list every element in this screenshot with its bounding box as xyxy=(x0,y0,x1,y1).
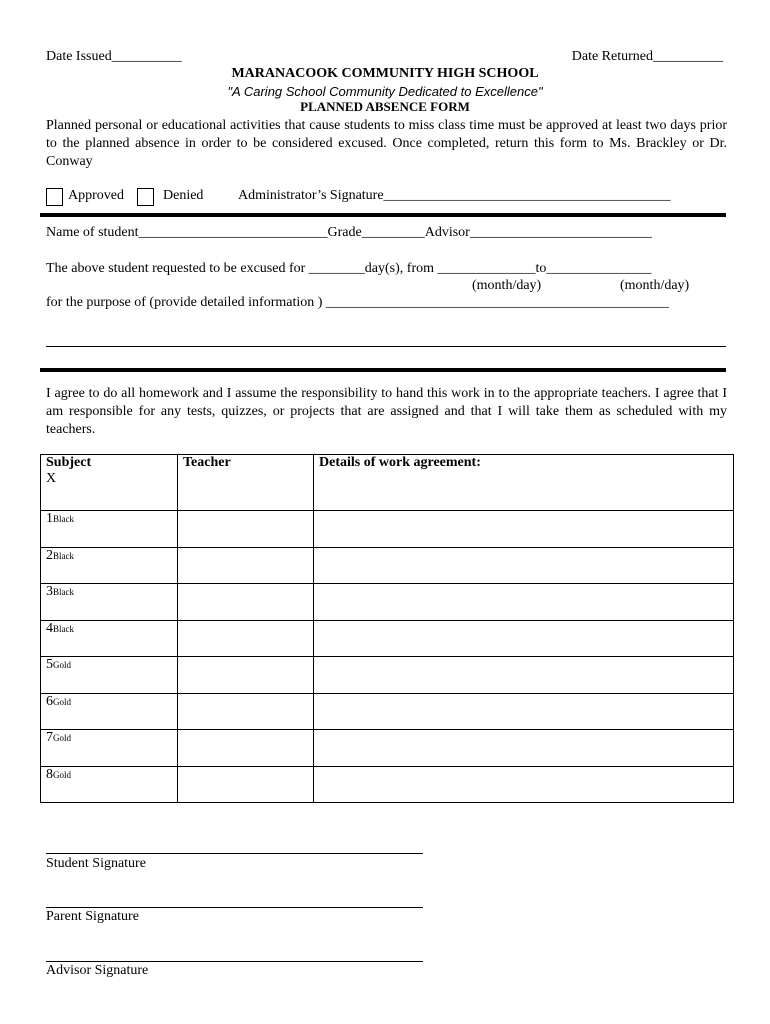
teacher-cell[interactable] xyxy=(178,584,314,621)
details-cell[interactable] xyxy=(314,657,734,694)
period-cell xyxy=(41,766,178,803)
teacher-cell[interactable] xyxy=(178,547,314,584)
parent-signature-line[interactable] xyxy=(46,907,423,908)
period-cell xyxy=(41,547,178,584)
date-issued-field[interactable]: Date Issued__________ xyxy=(46,49,182,64)
table-row xyxy=(41,766,734,803)
period-number: 1 xyxy=(46,511,53,526)
subject-x-mark: X xyxy=(46,471,57,486)
details-cell[interactable] xyxy=(314,693,734,730)
period-cell xyxy=(41,584,178,621)
table-row xyxy=(41,547,734,584)
excused-days-line[interactable]: The above student requested to be excused for ________day(s), from ______________to_______________ xyxy=(46,261,652,276)
date-returned-field[interactable]: Date Returned__________ xyxy=(571,49,723,64)
period-number: 7 xyxy=(46,730,53,745)
agreement-paragraph: I agree to do all homework and I assume the responsibility to hand this work in to the appropriate teachers. I agree that I am responsible for any tests, quizzes, or projects that are assigned and that I will take them as scheduled with my teachers. xyxy=(46,386,727,437)
period-day: Black xyxy=(53,550,74,561)
table-row xyxy=(41,620,734,657)
school-name: MARANACOOK COMMUNITY HIGH SCHOOL xyxy=(231,66,539,81)
period-cell xyxy=(41,657,178,694)
student-name-grade-advisor-line[interactable]: Name of student___________________________Grade_________Advisor__________________________ xyxy=(46,225,652,240)
period-cell xyxy=(41,693,178,730)
period-day: Black xyxy=(53,623,74,634)
period-number: 3 xyxy=(46,584,53,599)
period-cell xyxy=(41,730,178,767)
table-row xyxy=(41,693,734,730)
teacher-cell[interactable] xyxy=(178,657,314,694)
period-day: Gold xyxy=(53,696,71,707)
teacher-header: Teacher xyxy=(178,455,314,511)
advisor-signature-line[interactable] xyxy=(46,961,423,962)
parent-signature-label: Parent Signature xyxy=(46,909,139,924)
details-cell[interactable] xyxy=(314,766,734,803)
student-signature-label: Student Signature xyxy=(46,856,146,871)
period-day: Black xyxy=(53,514,74,524)
approved-label: Approved xyxy=(68,188,124,203)
denied-checkbox[interactable] xyxy=(137,188,154,206)
purpose-continuation-line[interactable] xyxy=(46,346,726,347)
advisor-signature-label: Advisor Signature xyxy=(46,963,149,978)
section-divider xyxy=(40,368,726,372)
period-number: 2 xyxy=(46,547,53,563)
denied-label: Denied xyxy=(163,188,204,203)
table-row xyxy=(41,730,734,767)
school-motto: "A Caring School Community Dedicated to Excellence" xyxy=(227,84,543,99)
period-day: Gold xyxy=(53,733,71,743)
student-signature-line[interactable] xyxy=(46,853,423,854)
table-header-row xyxy=(41,455,734,511)
details-cell[interactable] xyxy=(314,511,734,548)
table-row xyxy=(41,657,734,694)
teacher-cell[interactable] xyxy=(178,511,314,548)
teacher-cell[interactable] xyxy=(178,693,314,730)
work-agreement-table xyxy=(40,454,734,803)
teacher-cell[interactable] xyxy=(178,730,314,767)
details-header: Details of work agreement: xyxy=(314,455,734,511)
purpose-line[interactable]: for the purpose of (provide detailed information ) _________________________________________________ xyxy=(46,295,669,310)
details-cell[interactable] xyxy=(314,584,734,621)
period-number: 5 xyxy=(46,657,53,672)
approved-checkbox[interactable] xyxy=(46,188,63,206)
subject-header-cell xyxy=(41,455,178,511)
period-number: 6 xyxy=(46,693,53,709)
teacher-cell[interactable] xyxy=(178,620,314,657)
period-cell xyxy=(41,511,178,548)
period-number: 4 xyxy=(46,620,53,636)
details-cell[interactable] xyxy=(314,547,734,584)
details-cell[interactable] xyxy=(314,730,734,767)
table-row xyxy=(41,511,734,548)
period-day: Black xyxy=(53,587,74,597)
subject-header: Subject xyxy=(46,455,92,470)
period-cell xyxy=(41,620,178,657)
table-row xyxy=(41,584,734,621)
period-day: Gold xyxy=(53,660,71,670)
period-number: 8 xyxy=(46,766,53,782)
period-day: Gold xyxy=(53,769,71,780)
details-cell[interactable] xyxy=(314,620,734,657)
administrator-signature-field[interactable]: Administrator’s Signature_________________________________________ xyxy=(238,188,671,203)
section-divider xyxy=(40,213,726,217)
month-day-label-from: (month/day) xyxy=(472,278,542,293)
month-day-label-to: (month/day) xyxy=(620,278,690,293)
form-title: PLANNED ABSENCE FORM xyxy=(300,99,470,114)
teacher-cell[interactable] xyxy=(178,766,314,803)
intro-paragraph: Planned personal or educational activities that cause students to miss class time must be approved at least two days prior to the planned absence in order to be considered excused. Once completed, return this form to Ms. Brackley or Dr. Conway xyxy=(46,118,727,169)
